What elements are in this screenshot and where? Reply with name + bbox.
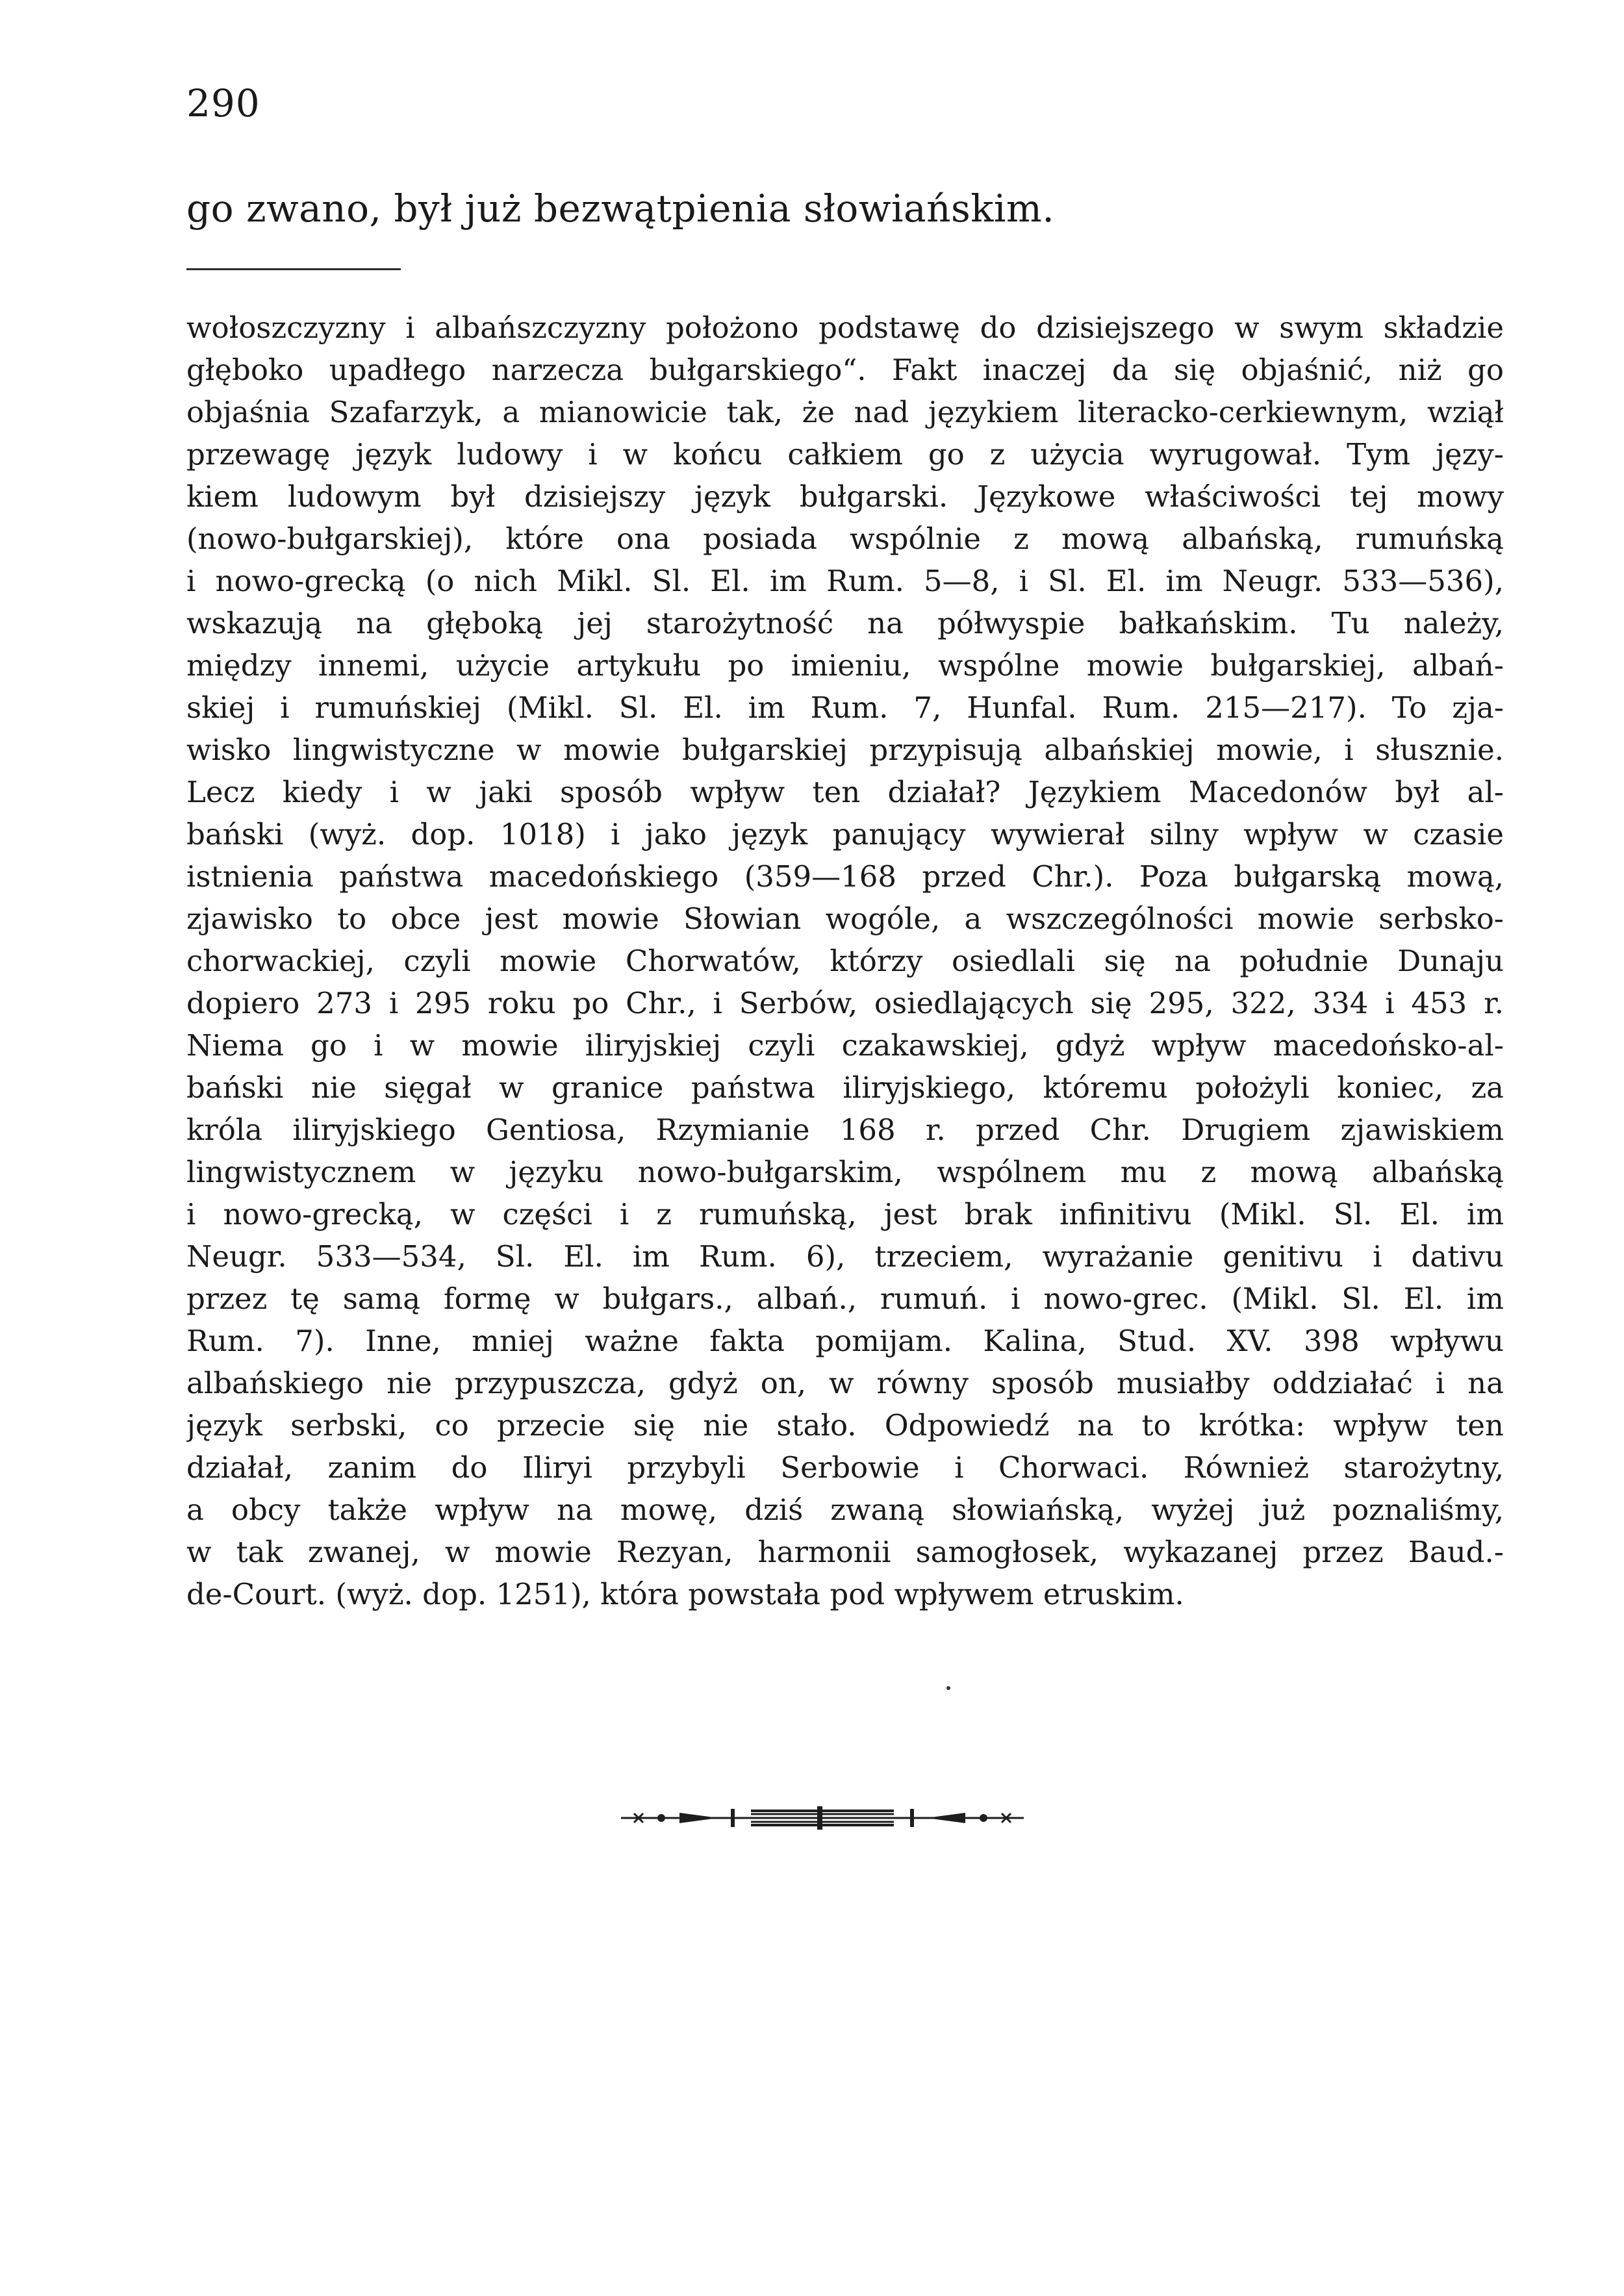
footnote-divider <box>186 268 401 270</box>
footnote-line: de-Court. (wyż. dop. 1251), która powstała pod wpływem etruskim. <box>186 1577 1184 1611</box>
footnote-line: skiej i rumuńskiej (Mikl. Sl. El. im Rum. 7, Hunfal. Rum. 215—217). To zja- <box>186 690 1504 725</box>
footnote-line: albańskiego nie przypuszcza, gdyż on, w równy sposób musiałby oddziałać i na <box>186 1366 1504 1400</box>
footnote-line: język serbski, co przecie się nie stało. Odpowiedź na to krótka: wpływ ten <box>186 1408 1504 1443</box>
footnote-line: objaśnia Szafarzyk, a mianowicie tak, że nad językiem literacko-cerkiewnym, wziął <box>186 395 1504 429</box>
footnote-line: i nowo-grecką (o nich Mikl. Sl. El. im Rum. 5—8, i Sl. El. im Neugr. 533—536), <box>186 564 1504 598</box>
footnote-line: dopiero 273 i 295 roku po Chr., i Serbów, osiedlających się 295, 322, 334 i 453 r. <box>186 986 1504 1020</box>
footnote-line: chorwackiej, czyli mowie Chorwatów, którzy osiedlali się na południe Dunaju <box>186 944 1504 978</box>
footnote-line: w tak zwanej, w mowie Rezyan, harmonii samogłosek, wykazanej przez Baud.- <box>186 1535 1504 1569</box>
footnote-line: króla iliryjskiego Gentiosa, Rzymianie 168 r. przed Chr. Drugiem zjawiskiem <box>186 1113 1504 1147</box>
footnote-line: Rum. 7). Inne, mniej ważne fakta pomijam. Kalina, Stud. XV. 398 wpływu <box>186 1324 1504 1358</box>
footnote-line: istnienia państwa macedońskiego (359—168 przed Chr.). Poza bułgarską mową, <box>186 859 1504 894</box>
footnote-line: kiem ludowym był dzisiejszy język bułgarski. Językowe właściwości tej mowy <box>186 479 1504 514</box>
page-number: 290 <box>186 81 260 125</box>
footnote-line: lingwistycznem w języku nowo-bułgarskim, wspólnem mu z mową albańską <box>186 1155 1504 1189</box>
stray-dot <box>946 1686 950 1690</box>
footnote-line: wskazują na głęboką jej starożytność na półwyspie bałkańskim. Tu należy, <box>186 606 1504 640</box>
main-text-line: go zwano, był już bezwątpienia słowiańskim. <box>186 186 1055 231</box>
footnote-line: przez tę samą formę w bułgars., albań., rumuń. i nowo-grec. (Mikl. Sl. El. im <box>186 1281 1504 1316</box>
footnote-line: przewagę język ludowy i w końcu całkiem go z użycia wyrugował. Tym języ- <box>186 437 1504 472</box>
footnote-line: działał, zanim do Iliryi przybyli Serbowie i Chorwaci. Również starożytny, <box>186 1450 1504 1485</box>
footnote-line: Niema go i w mowie iliryjskiej czyli czakawskiej, gdyż wpływ macedońsko-al- <box>186 1028 1504 1063</box>
footnote-line: bański (wyż. dop. 1018) i jako język panujący wywierał silny wpływ w czasie <box>186 817 1504 852</box>
footnote-line: i nowo-grecką, w części i z rumuńską, jest brak infinitivu (Mikl. Sl. El. im <box>186 1197 1504 1231</box>
footnote-line: Neugr. 533—534, Sl. El. im Rum. 6), trzeciem, wyrażanie genitivu i dativu <box>186 1239 1504 1274</box>
footnote-line: między innemi, użycie artykułu po imieniu, wspólne mowie bułgarskiej, albań- <box>186 648 1504 683</box>
footnote-line: (nowo-bułgarskiej), które ona posiada wspólnie z mową albańską, rumuńską <box>186 522 1504 556</box>
footnote-line: bański nie sięgał w granice państwa iliryjskiego, któremu położyli koniec, za <box>186 1070 1504 1105</box>
footnote-line: wołoszczyzny i albańszczyzny położono podstawę do dzisiejszego w swym składzie <box>186 310 1504 345</box>
footnote-line: wisko lingwistyczne w mowie bułgarskiej przypisują albańskiej mowie, i słusznie. <box>186 733 1504 767</box>
footnote-line: zjawisko to obce jest mowie Słowian wogóle, a wszczególności mowie serbsko- <box>186 902 1504 936</box>
footnote-line: a obcy także wpływ na mowę, dziś zwaną słowiańską, wyżej już poznaliśmy, <box>186 1493 1504 1527</box>
footnote-line: Lecz kiedy i w jaki sposób wpływ ten działał? Językiem Macedonów był al- <box>186 775 1504 809</box>
footnote-text <box>186 307 1504 1615</box>
ornament-divider-icon <box>621 1804 1024 1832</box>
footnote-line: głęboko upadłego narzecza bułgarskiego“. Fakt inaczej da się objaśnić, niż go <box>186 353 1504 387</box>
